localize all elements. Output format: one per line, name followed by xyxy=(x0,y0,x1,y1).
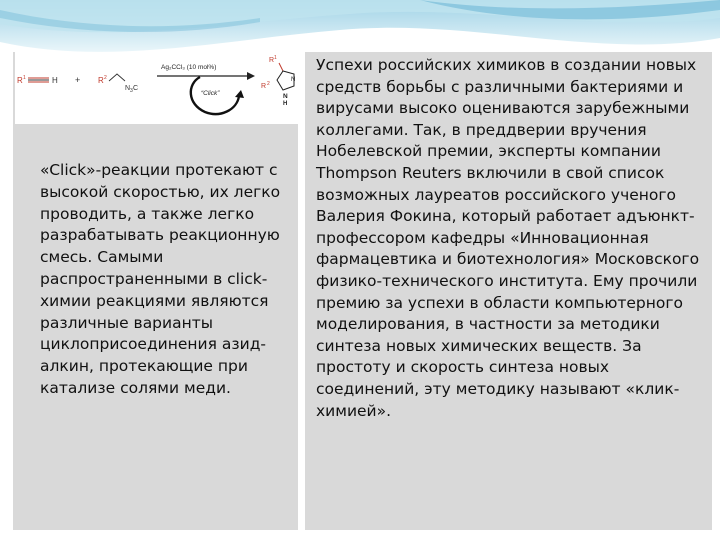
product-r1-sup: 1 xyxy=(274,55,277,61)
reagent2-n3-label: N xyxy=(125,85,131,92)
catalyst-label: Ag₂CCl₃ (10 mol%) xyxy=(161,64,217,71)
product-r1-bond xyxy=(279,63,283,71)
reagent1-r-label: R xyxy=(17,76,23,85)
click-reaction-scheme xyxy=(15,52,298,124)
product-r2-label: R xyxy=(261,83,267,90)
product-n-label: N xyxy=(291,77,296,83)
product-h-label: H xyxy=(283,101,288,107)
reagent2-r-sup: 2 xyxy=(104,75,107,81)
product-r1-label: R xyxy=(269,57,275,64)
product-nh-label: N xyxy=(283,93,288,100)
reagent2-r-label: R xyxy=(98,76,104,85)
reagent2-c-label: C xyxy=(133,85,139,92)
product-r2-sup: 2 xyxy=(267,81,270,87)
click-label: “Click” xyxy=(201,90,220,97)
click-reactions-description: «Click»-реакции протекают с высокой скоростью, их легко проводить, а также легко разрабатывать реакционную смесь. Самыми распространенными в click-химии реакциями являются различные варианты циклоприсоединения азид-алкин, протекающие при катализе солями меди. xyxy=(40,161,281,397)
reagent2-n3-sub: 3 xyxy=(130,88,133,94)
click-curl-arrowhead xyxy=(235,90,244,98)
azide-chain xyxy=(109,74,125,81)
plus-sign: + xyxy=(75,75,81,85)
russian-chemists-success-text: Успехи российских химиков в создании новых средств борьбы с различными бактериями и вирусами высоко оцениваются зарубежными коллегами. Так, в преддверии вручения Нобелевской премии, эксперты компании Thompson Reuters включили в свой список возможных лауреатов российского ученого Валерия Фокина, который работает адъюнкт-профессором кафедры «Инновационная фармацевтика и биотехнология» Московского физико-технического института. Ему прочили премию за успехи в области компьютерного моделирования, в частности за методики синтеза новых химических веществ. За простоту и скорость синтеза новых соединений, эту методику называют «клик-химией». xyxy=(316,56,700,420)
reaction-arrowhead xyxy=(247,72,255,80)
reagent1-h-label: H xyxy=(52,76,58,85)
reagent1-r-sup: 1 xyxy=(23,75,26,81)
